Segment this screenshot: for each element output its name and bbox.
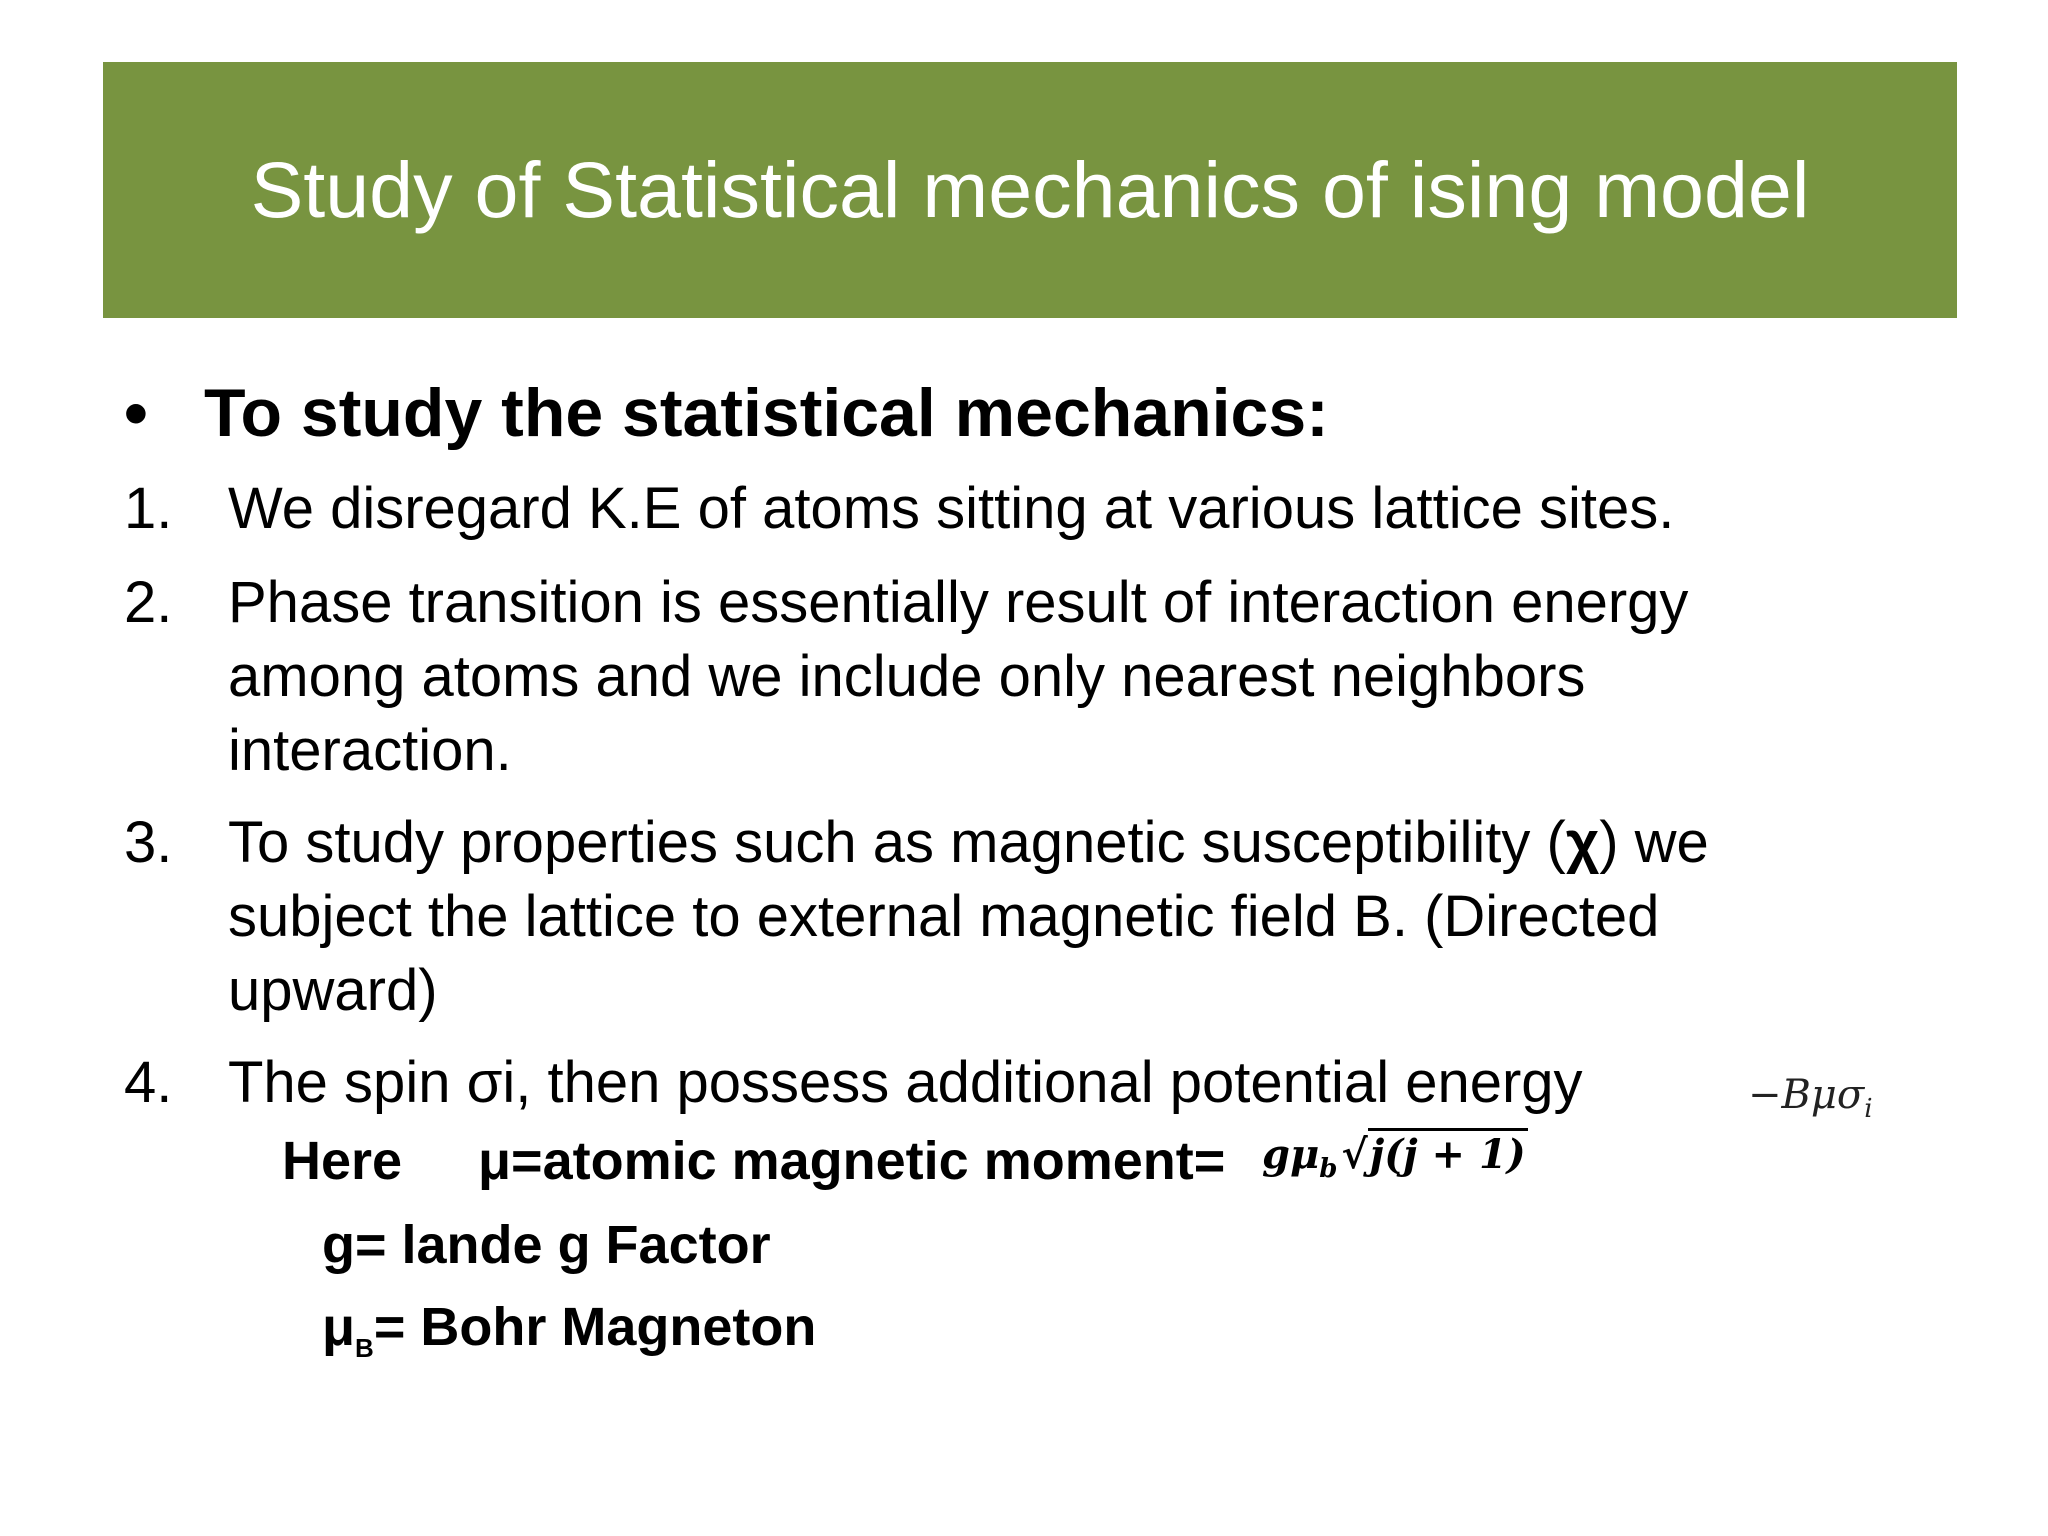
mu-formula — [1262, 1128, 1528, 1184]
g-definition: g= lande g Factor — [322, 1215, 771, 1275]
section-heading-text: To study the statistical mechanics: — [204, 375, 1329, 451]
list-item-line: interaction. — [228, 718, 512, 783]
list-item-number: 3. — [124, 810, 173, 875]
title-band — [103, 62, 1957, 318]
section-heading — [124, 368, 1329, 458]
list-item-line: The spin σi, then possess additional potential energy — [228, 1050, 1583, 1115]
list-item-text: To study properties such as magnetic susceptibility ( — [228, 810, 1566, 875]
sqrt-icon: √ — [1341, 1131, 1368, 1178]
slide-title: Study of Statistical mechanics of ising model — [250, 145, 1810, 234]
here-label: Here — [282, 1131, 403, 1191]
list-item-line: We disregard K.E of atoms sitting at various lattice sites. — [228, 476, 1675, 541]
list-item-number: 4. — [124, 1050, 173, 1115]
sqrt-group — [1337, 1128, 1527, 1178]
muB-text: = Bohr Magneton — [373, 1297, 817, 1357]
muB-symbol: μ — [322, 1297, 356, 1357]
formula-radicand: j(j + 1) — [1368, 1128, 1528, 1178]
list-item-text: ) we — [1599, 810, 1709, 875]
list-item-body — [228, 566, 1928, 788]
potential-energy-equation — [1748, 1072, 1873, 1124]
muB-definition — [322, 1292, 816, 1383]
formula-prefix: gμ — [1262, 1131, 1320, 1178]
list-item-body — [228, 806, 1928, 1028]
mu-definition: μ=atomic magnetic moment= — [478, 1131, 1226, 1191]
muB-subscript: B — [355, 1332, 374, 1363]
list-item-number: 2. — [124, 570, 173, 635]
equation-subscript: i — [1864, 1094, 1873, 1124]
list-item-line — [228, 806, 1928, 880]
equation-text: −Bμσ — [1748, 1072, 1865, 1118]
list-item-number: 1. — [124, 476, 173, 541]
formula-subscript: b — [1319, 1154, 1338, 1184]
list-item-body — [228, 472, 1928, 546]
list-item-line: Phase transition is essentially result of interaction energy — [228, 570, 1689, 635]
bullet-icon: • — [124, 375, 148, 451]
list-item-line: upward) — [228, 958, 438, 1023]
list-item-line: among atoms and we include only nearest neighbors — [228, 644, 1586, 709]
list-item-line: subject the lattice to external magnetic field B. (Directed — [228, 884, 1660, 949]
list-item-body — [228, 1046, 1928, 1120]
chi-symbol: χ — [1565, 810, 1600, 875]
